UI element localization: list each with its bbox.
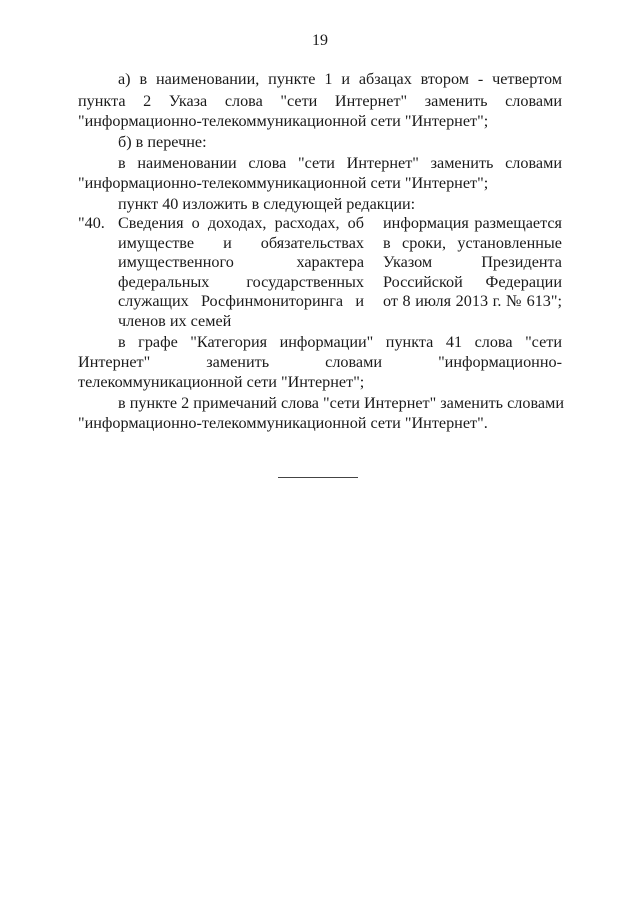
paragraph-e-line-2: Интернет" заменить словами "информационно-	[78, 353, 562, 371]
item-40-left-column	[118, 214, 364, 332]
item-40-right-column	[383, 214, 562, 312]
paragraph-f-line-1: в пункте 2 примечаний слова "сети Интернет" заменить словами	[118, 394, 564, 412]
item-40-left-line: имущественного характера	[118, 253, 364, 272]
paragraph-a-line-1: а) в наименовании, пункте 1 и абзацах втором - четвертом	[118, 70, 562, 88]
paragraph-e-line-1: в графе "Категория информации" пункта 41 слова "сети	[118, 333, 562, 351]
paragraph-b: б) в перечне:	[118, 133, 207, 151]
item-40-number: "40.	[78, 214, 105, 232]
paragraph-d: пункт 40 изложить в следующей редакции:	[118, 195, 416, 213]
item-40-right-line: Указом Президента	[383, 253, 562, 272]
page-number: 19	[312, 32, 328, 49]
item-40-left-line: служащих Росфинмониторинга и	[118, 292, 364, 311]
item-40-right-line: от 8 июля 2013 г. № 613";	[383, 292, 562, 311]
item-40-right-line: Российской Федерации	[383, 272, 562, 291]
paragraph-c-line-2: "информационно-телекоммуникационной сети "Интернет";	[78, 174, 489, 192]
item-40-left-line: членов их семей	[118, 311, 232, 330]
paragraph-f-line-2: "информационно-телекоммуникационной сети "Интернет".	[78, 414, 488, 432]
paragraph-c-line-1: в наименовании слова "сети Интернет" заменить словами	[118, 154, 562, 172]
item-40-left-line: имуществе и обязательствах	[118, 233, 364, 252]
item-40-right-line: информация размещается	[383, 214, 562, 232]
item-40-right-line: в сроки, установленные	[383, 233, 562, 252]
item-40-left-line: Сведения о доходах, расходах, об	[118, 214, 364, 232]
paragraph-a-line-3: "информационно-телекоммуникационной сети "Интернет";	[78, 112, 489, 130]
item-40-left-line: федеральных государственных	[118, 272, 364, 291]
end-divider	[278, 477, 358, 478]
paragraph-a-line-2: пункта 2 Указа слова "сети Интернет" заменить словами	[78, 92, 562, 110]
paragraph-e-line-3: телекоммуникационной сети "Интернет";	[78, 373, 365, 391]
